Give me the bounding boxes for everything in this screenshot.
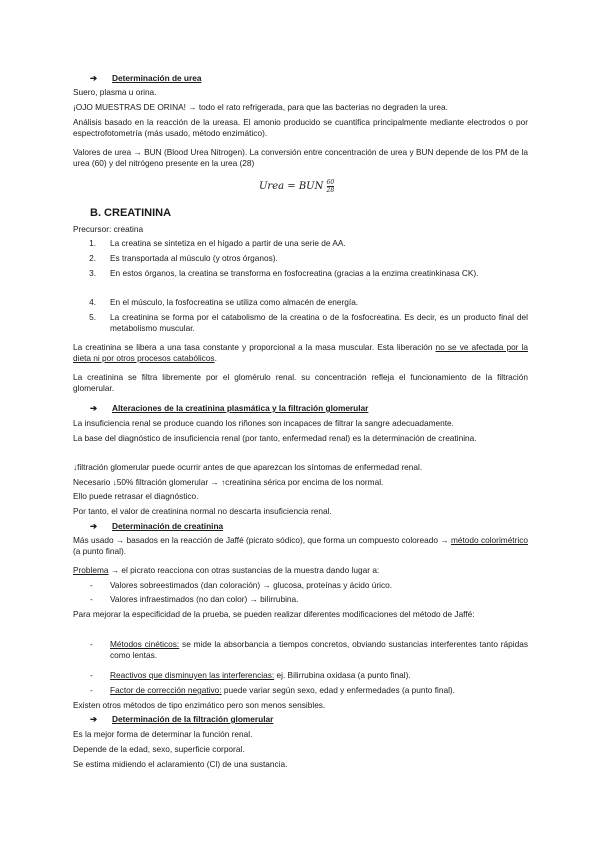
list-number: 3. [89,268,96,278]
creatinina-paragraph-1: La creatinina se libera a una tasa constante y proporcional a la masa muscular. Esta liberación no se ve afectada por la dieta ni por otros procesos catabólicos. [73,342,528,363]
arrow-icon: ➔ [90,73,97,83]
urea-line-2: ¡OJO MUESTRAS DE ORINA! → todo el rato refrigerada, para que las bacterias no degraden la urea. [73,102,448,112]
det-bullet-1: Valores sobreestimados (dan coloración) → glucosa, proteínas y ácido úrico. [110,580,393,590]
det-method-1: Métodos cinéticos: se mide la absorbancia a tiempos concretos, obviando sustancias interferentes tanto rápidas como lentas. [110,639,528,660]
arrow-icon: ➔ [90,403,97,413]
list-number: 1. [89,238,96,248]
det-method-3: Factor de corrección negativo: puede variar según sexo, edad y enfermedades (a punto final). [110,685,455,695]
filtracion-heading: ➔ Determinación de la filtración glomerular [90,714,274,724]
alt-line-6: Por tanto, el valor de creatinina normal no descarta insuficiencia renal. [73,506,332,516]
list-number: 5. [89,312,96,322]
det-paragraph-3: Existen otros métodos de tipo enzimático pero son menos sensibles. [73,700,326,710]
list-item: En el músculo, la fosfocreatina se utiliza como almacén de energía. [110,297,359,307]
arrow-icon: ➔ [90,714,97,724]
urea-formula: Urea = BUN $\frac{60}{28}$ [259,179,335,194]
list-number: 4. [89,297,96,307]
precursor-line: Precursor: creatina [73,224,144,234]
alt-line-5: Ello puede retrasar el diagnóstico. [73,491,199,501]
list-item: La creatina se sintetiza en el hígado a partir de una serie de AA. [110,238,346,248]
list-item: En estos órganos, la creatina se transforma en fosfocreatina (gracias a la enzima creatinkinasa CK). [110,268,479,278]
alt-line-2: La base del diagnóstico de insuficiencia renal (por tanto, enfermedad renal) es la determinación de creatinina. [73,433,477,443]
bullet-dash: - [90,685,93,695]
urea-line-1: Suero, plasma u orina. [73,87,157,97]
section-title-creatinina: B. CREATININA [90,207,172,219]
list-item: Es transportada al músculo (y otros órganos). [110,253,278,263]
bullet-dash: - [90,594,93,604]
urea-line-3: Análisis basado en la reacción de la ureasa. El amonio producido se cuantifica principalmente mediante electrodos o por espectrofotometría (más usado, método enzimático). [73,117,528,138]
alteraciones-heading: ➔ Alteraciones de la creatinina plasmática y la filtración glomerular [90,403,369,413]
alt-line-3: ↓filtración glomerular puede ocurrir antes de que aparezcan los síntomas de enfermedad renal. [73,462,423,472]
det-problema-line: Problema → el picrato reacciona con otras sustancias de la muestra dando lugar a: [73,565,380,575]
det-method-2: Reactivos que disminuyen las interferencias: ej. Bilirrubina oxidasa (a punto final). [110,670,411,680]
bullet-dash: - [90,639,93,649]
fg-line-3: Se estima midiendo el aclaramiento (Cl) de una sustancia. [73,759,288,769]
fg-line-2: Depende de la edad, sexo, superficie corporal. [73,744,245,754]
det-paragraph-2: Para mejorar la especificidad de la prueba, se pueden realizar diferentes modificaciones del método de Jaffé: [73,609,475,619]
alt-line-1: La insuficiencia renal se produce cuando los riñones son incapaces de filtrar la sangre adecuadamente. [73,418,454,428]
det-paragraph-1: Más usado → basados en la reacción de Jaffé (picrato sódico), que forma un compuesto coloreado → método colorimétrico (a punto final). [73,535,528,556]
bullet-dash: - [90,580,93,590]
alt-line-4: Necesario ↓50% filtración glomerular → ↑creatinina sérica por encima de los normal. [73,477,384,487]
det-creatinina-heading: ➔ Determinación de creatinina [90,521,224,531]
creatinina-paragraph-2: La creatinina se filtra libremente por el glomérulo renal. su concentración refleja el funcionamiento de la filtración glomerular. [73,372,528,393]
det-bullet-2: Valores infraestimados (no dan color) → bilirrubina. [110,594,299,604]
bullet-dash: - [90,670,93,680]
arrow-icon: ➔ [90,521,97,531]
fg-line-1: Es la mejor forma de determinar la función renal. [73,729,253,739]
urea-line-4: Valores de urea → BUN (Blood Urea Nitrogen). La conversión entre concentración de urea y BUN depende de los PM de la urea (60) y del nitrógeno presente en la urea (28) [73,147,528,168]
list-item: La creatinina se forma por el catabolismo de la creatina o de la fosfocreatina. Es decir, es un producto final del metabolismo muscular. [110,312,528,333]
list-number: 2. [89,253,96,263]
urea-heading: ➔ Determinación de urea [90,73,202,83]
